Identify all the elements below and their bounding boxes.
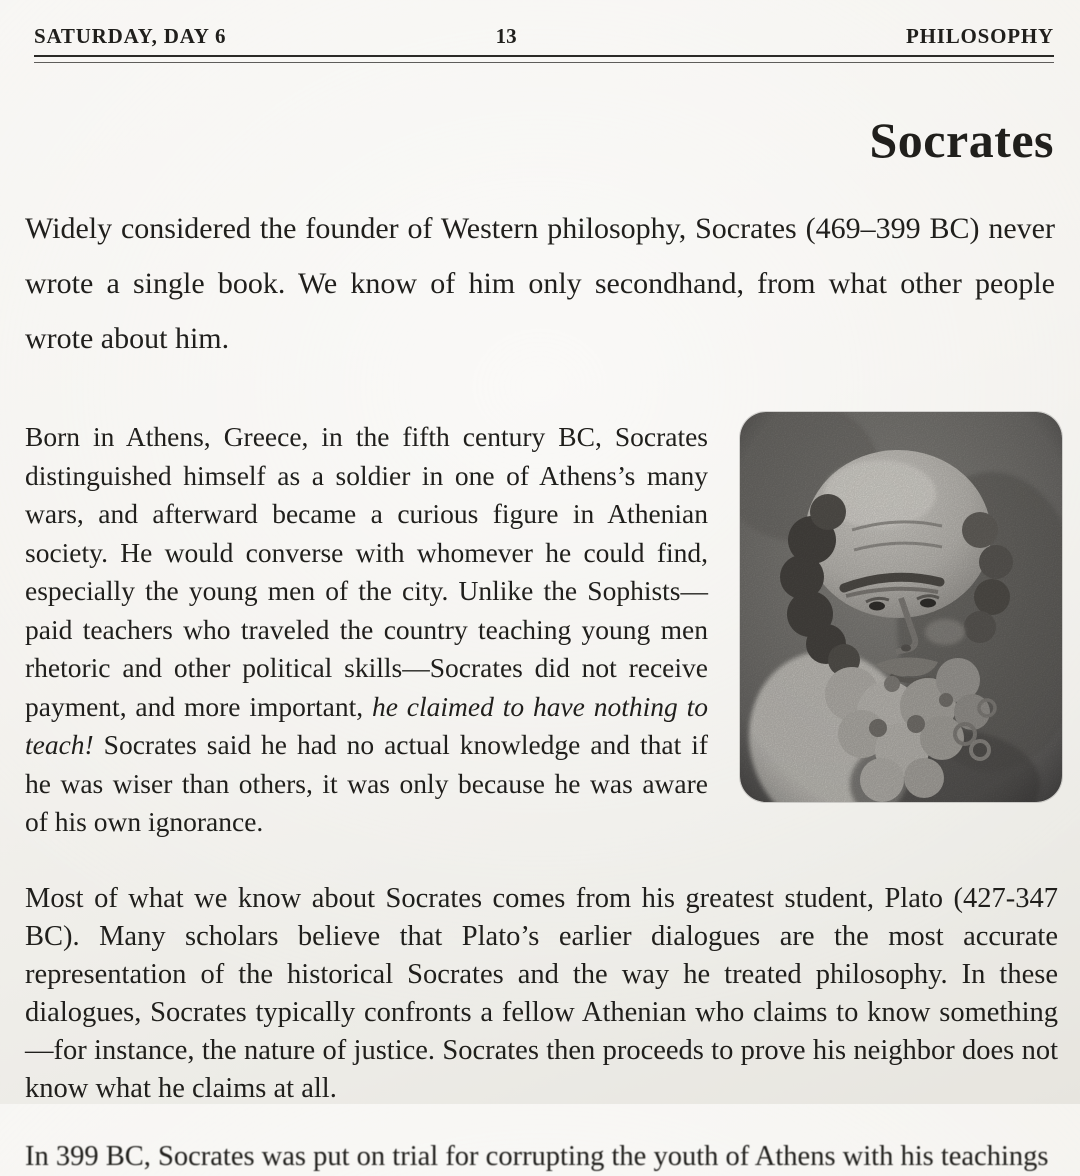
socrates-portrait bbox=[740, 412, 1062, 802]
body-text-lead: Born in Athens, Greece, in the fifth century BC, Socrates distinguished himself as a soldier in one of Athens’s many wars, and afterward became a curious figure in Athenian society. He would converse with whomever he could find, especially the young men of the city. Unlike the Sophists—paid teachers who traveled the country teaching young men rhetoric and other political skills—Socrates did not receive payment, and more important, bbox=[25, 421, 708, 722]
running-head-right: PHILOSOPHY bbox=[905, 24, 1054, 48]
page-number: 13 bbox=[495, 24, 517, 48]
running-head bbox=[34, 24, 1054, 49]
socrates-portrait-image bbox=[740, 412, 1062, 802]
body-text-italic: he claimed to have nothing to teach! bbox=[25, 690, 709, 760]
page-title: Socrates bbox=[869, 112, 1054, 168]
trial-paragraph-partial: In 399 BC, Socrates was put on trial for corrupting the youth of Athens with his teachings bbox=[25, 1140, 1049, 1172]
body-text-tail: Socrates said he had no actual knowledge and that if he was wiser than others, it was only because he was aware of his own ignorance. bbox=[25, 729, 708, 837]
body-paragraph bbox=[25, 418, 708, 842]
header-rule bbox=[34, 55, 1054, 63]
intro-paragraph: Widely considered the founder of Western philosophy, Socrates (469–399 BC) never wrote a single book. We know of him only secondhand, from what other people wrote about him. bbox=[25, 212, 1055, 355]
text-and-portrait-section bbox=[25, 412, 1062, 842]
plato-paragraph: Most of what we know about Socrates comes from his greatest student, Plato (427-347 BC). Many scholars believe that Plato’s earlier dialogues are the most accurate representation of the historical Socrates and the way he treated philosophy. In these dialogues, Socrates typically confronts a fellow Athenian who claims to know something—for instance, the nature of justice. Socrates then proceeds to prove his neighbor does not know what he claims at all. bbox=[25, 882, 1058, 1104]
running-head-left: SATURDAY, DAY 6 bbox=[34, 24, 227, 48]
book-page bbox=[0, 24, 1080, 1172]
